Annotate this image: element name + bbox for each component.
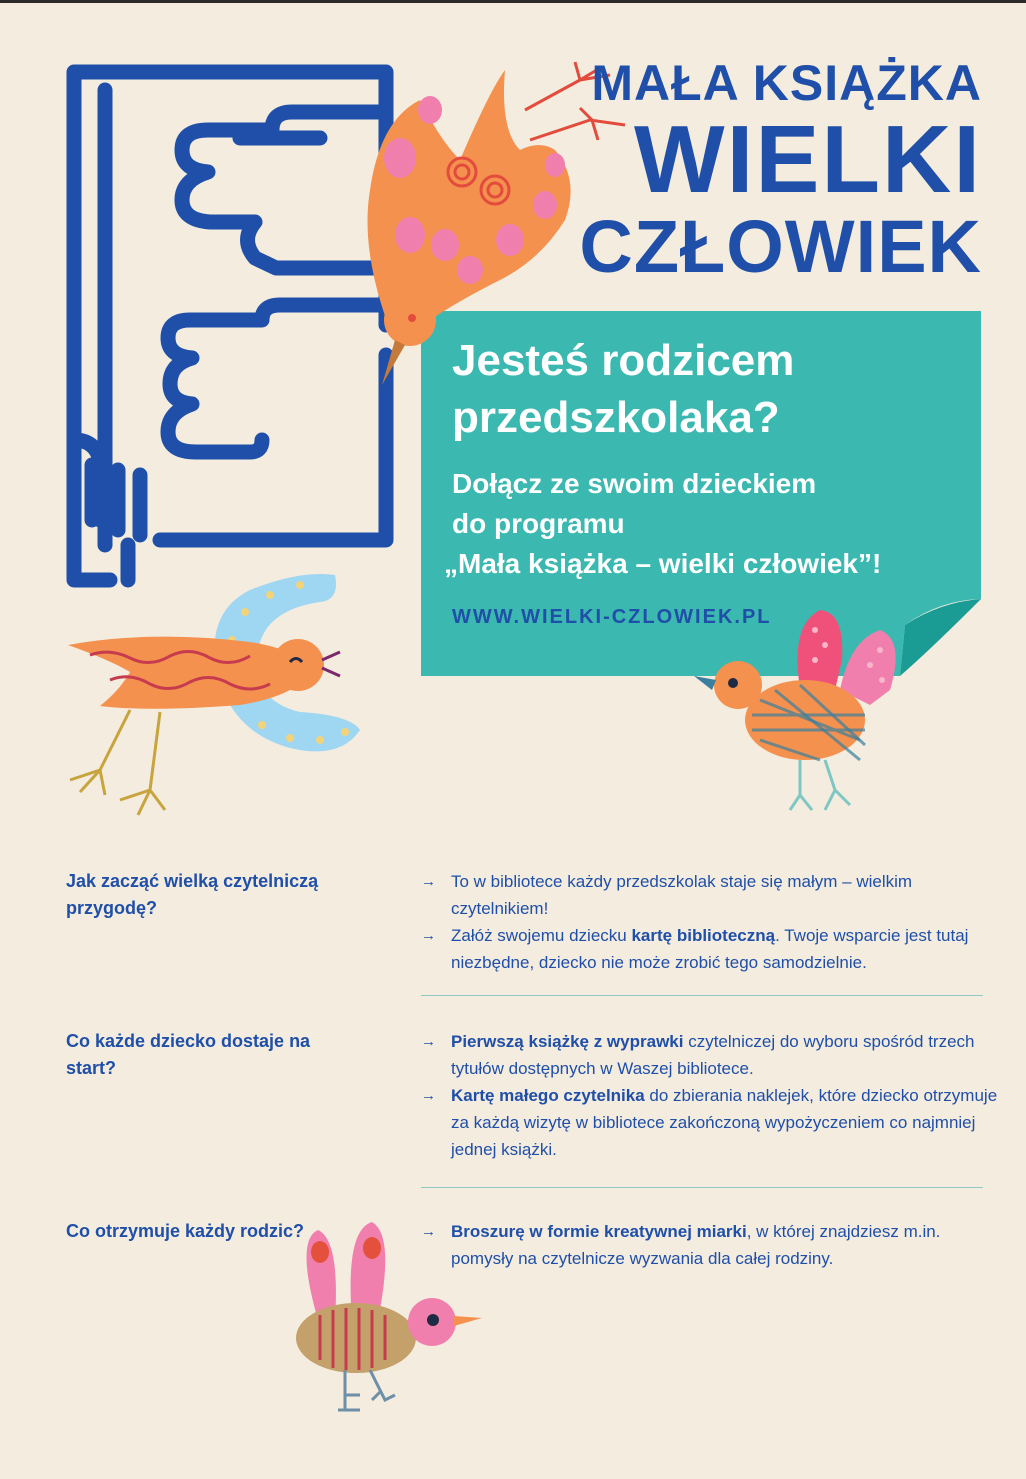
title-line-2: WIELKI	[634, 106, 982, 213]
title-line-3: CZŁOWIEK	[579, 205, 982, 288]
arrow-icon: →	[421, 1087, 436, 1104]
answer-text: do zbierania naklejek, które dziecko otrzymuje za każdą wizytę w bibliotece zakończoną wypożyczeniem co najmniej jednej książki.	[451, 1086, 998, 1159]
book-hands-illustration	[74, 72, 386, 580]
answer-text: To w bibliotece każdy przedszkolak staje się małym – wielkim czytelnikiem!	[451, 872, 913, 918]
faq-answers	[421, 1028, 1001, 1163]
answer-bold: Pierwszą książkę z wyprawki	[451, 1032, 684, 1051]
faq-answers	[421, 868, 1001, 976]
answer-text: , w której znajdziesz m.in. pomysły na czytelnicze wyzwania dla całej rodziny.	[451, 1222, 941, 1268]
striped-bird-illustration	[68, 574, 360, 815]
panel-headline: Jesteś rodzicem przedszkolaka?	[452, 336, 795, 442]
answer-bold: kartę biblioteczną	[631, 926, 776, 945]
panel-sub-line-3: „Mała książka – wielki człowiek”!	[444, 548, 882, 579]
arrow-icon: →	[421, 927, 436, 944]
faq-question: Co otrzymuje każdy rodzic?	[66, 1221, 305, 1241]
faq-answer-item	[421, 1028, 1001, 1082]
panel-sub-line-1: Dołącz ze swoim dzieckiem	[452, 468, 817, 499]
section-divider	[421, 1187, 983, 1188]
program-website-link[interactable]: WWW.WIELKI-CZLOWIEK.PL	[452, 606, 772, 628]
faq-question: Co każde dziecko dostaje na start?	[66, 1031, 311, 1078]
faq-answers	[421, 1218, 1001, 1272]
faq-answer-item	[421, 922, 1001, 976]
answer-text: czytelniczej do wyboru spośród trzech tytułów dostępnych w Waszej bibliotece.	[451, 1032, 975, 1078]
answer-bold: Kartę małego czytelnika	[451, 1086, 645, 1105]
panel-subheading	[444, 464, 932, 584]
arrow-icon: →	[421, 873, 436, 890]
title-line-1: MAŁA KSIĄŻKA	[591, 55, 982, 111]
arrow-icon: →	[421, 1033, 436, 1050]
teal-panel-text	[444, 332, 932, 629]
panel-sub-line-2: do programu	[452, 508, 625, 539]
answer-bold: Broszurę w formie kreatywnej miarki	[451, 1222, 747, 1241]
faq-answer-item	[421, 1218, 1001, 1272]
faq-answer-item	[421, 868, 1001, 922]
faq-question: Jak zacząć wielką czytelniczą przygodę?	[66, 871, 319, 918]
answer-text-pre: Załóż swojemu dziecku	[451, 926, 632, 945]
program-title	[579, 55, 982, 288]
arrow-icon: →	[421, 1223, 436, 1240]
answer-text: . Twoje wsparcie jest tutaj niezbędne, dziecko nie może zrobić tego samodzielnie.	[451, 926, 969, 972]
section-divider	[421, 995, 983, 996]
faq-answer-item	[421, 1082, 1001, 1163]
